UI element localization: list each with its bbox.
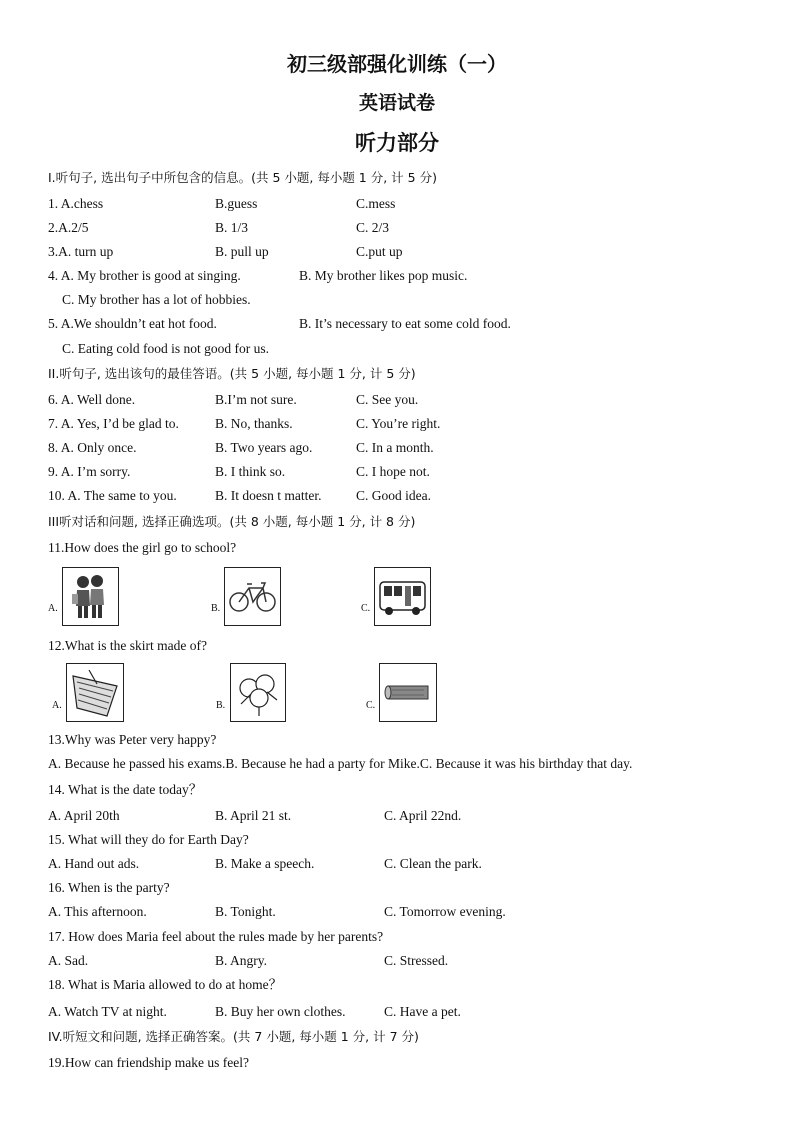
q14-option-c: C. April 22nd. xyxy=(384,808,462,823)
section-1-heading: I.听句子, 选出句子中所包含的信息。(共 5 小题, 每小题 1 分, 计 5 分) xyxy=(48,170,437,185)
q2-option-b: B. 1/3 xyxy=(215,220,249,235)
q1-option-a: 1. A.chess xyxy=(48,196,104,211)
q6-option-b: B.I’m not sure. xyxy=(215,392,297,407)
q12-label-a: A. xyxy=(52,700,62,711)
exam-subtitle: 英语试卷 xyxy=(358,92,435,114)
q2-option-c: C. 2/3 xyxy=(356,220,390,235)
q5-option-b: B. It’s necessary to eat some cold food. xyxy=(299,316,511,331)
q11-label-c: C. xyxy=(361,603,371,614)
exam-title: 初三级部强化训练（一） xyxy=(287,52,507,76)
q12-label-b: B. xyxy=(216,700,226,711)
q16-option-c: C. Tomorrow evening. xyxy=(384,904,506,919)
q6-option-c: C. See you. xyxy=(356,392,419,407)
q15-option-a: A. Hand out ads. xyxy=(48,856,140,871)
q7-option-c: C. You’re right. xyxy=(356,416,441,431)
q18-option-b: B. Buy her own clothes. xyxy=(215,1004,346,1019)
q3-option-a: 3.A. turn up xyxy=(48,244,114,259)
q18-question: 18. What is Maria allowed to do at home？ xyxy=(48,977,283,992)
part-title: 听力部分 xyxy=(355,131,439,155)
q17-option-b: B. Angry. xyxy=(215,953,268,968)
q4-option-c: C. My brother has a lot of hobbies. xyxy=(62,292,251,307)
q9-option-b: B. I think so. xyxy=(215,464,286,479)
q19-question: 19.How can friendship make us feel? xyxy=(48,1055,249,1070)
cotton-picture xyxy=(230,663,286,722)
q17-option-c: C. Stressed. xyxy=(384,953,449,968)
q10-option-a: 10. A. The same to you. xyxy=(48,488,177,503)
q8-option-b: B. Two years ago. xyxy=(215,440,313,455)
q11-question: 11.How does the girl go to school? xyxy=(48,540,237,555)
silk-fabric-picture xyxy=(66,663,124,722)
q13-question: 13.Why was Peter very happy? xyxy=(48,732,217,747)
q5-option-c: C. Eating cold food is not good for us. xyxy=(62,341,269,356)
q12-label-c: C. xyxy=(366,700,376,711)
q11-label-a: A. xyxy=(48,603,58,614)
q15-question: 15. What will they do for Earth Day? xyxy=(48,832,249,847)
q14-question: 14. What is the date today？ xyxy=(48,782,203,797)
q10-option-c: C. Good idea. xyxy=(356,488,431,503)
q7-option-a: 7. A. Yes, I’d be glad to. xyxy=(48,416,179,431)
q3-option-b: B. pull up xyxy=(215,244,269,259)
q3-option-c: C.put up xyxy=(356,244,403,259)
wood-log-picture xyxy=(379,663,437,722)
section-4-heading: IV.听短文和问题, 选择正确答案。(共 7 小题, 每小题 1 分, 计 7 分) xyxy=(48,1029,419,1044)
q7-option-b: B. No, thanks. xyxy=(215,416,293,431)
q10-option-b: B. It doesn t matter. xyxy=(215,488,322,503)
q9-option-c: C. I hope not. xyxy=(356,464,430,479)
q15-option-c: C. Clean the park. xyxy=(384,856,482,871)
q14-option-a: A. April 20th xyxy=(48,808,120,823)
q18-option-c: C. Have a pet. xyxy=(384,1004,461,1019)
q2-option-a: 2.A.2/5 xyxy=(48,220,89,235)
q6-option-a: 6. A. Well done. xyxy=(48,392,136,407)
q16-option-a: A. This afternoon. xyxy=(48,904,147,919)
q16-option-b: B. Tonight. xyxy=(215,904,276,919)
q13-options: A. Because he passed his exams.B. Because he had a party for Mike.C. Because it was his birthday that day. xyxy=(48,756,633,771)
q17-question: 17. How does Maria feel about the rules made by her parents? xyxy=(48,929,384,944)
q4-option-a: 4. A. My brother is good at singing. xyxy=(48,268,241,283)
q9-option-a: 9. A. I’m sorry. xyxy=(48,464,131,479)
bus-picture xyxy=(374,567,431,626)
q15-option-b: B. Make a speech. xyxy=(215,856,315,871)
q4-option-b: B. My brother likes pop music. xyxy=(299,268,468,283)
section-3-heading: III听对话和问题, 选择正确选项。(共 8 小题, 每小题 1 分, 计 8 分) xyxy=(48,514,416,529)
q8-option-c: C. In a month. xyxy=(356,440,434,455)
walking-children-picture xyxy=(62,567,119,626)
q8-option-a: 8. A. Only once. xyxy=(48,440,137,455)
q17-option-a: A. Sad. xyxy=(48,953,89,968)
q16-question: 16. When is the party? xyxy=(48,880,170,895)
q1-option-b: B.guess xyxy=(215,196,258,211)
q11-label-b: B. xyxy=(211,603,221,614)
q12-question: 12.What is the skirt made of? xyxy=(48,638,207,653)
bicycle-picture xyxy=(224,567,281,626)
q5-option-a: 5. A.We shouldn’t eat hot food. xyxy=(48,316,217,331)
q18-option-a: A. Watch TV at night. xyxy=(48,1004,167,1019)
q1-option-c: C.mess xyxy=(356,196,396,211)
q14-option-b: B. April 21 st. xyxy=(215,808,292,823)
section-2-heading: II.听句子, 选出该句的最佳答语。(共 5 小题, 每小题 1 分, 计 5 分) xyxy=(48,366,416,381)
